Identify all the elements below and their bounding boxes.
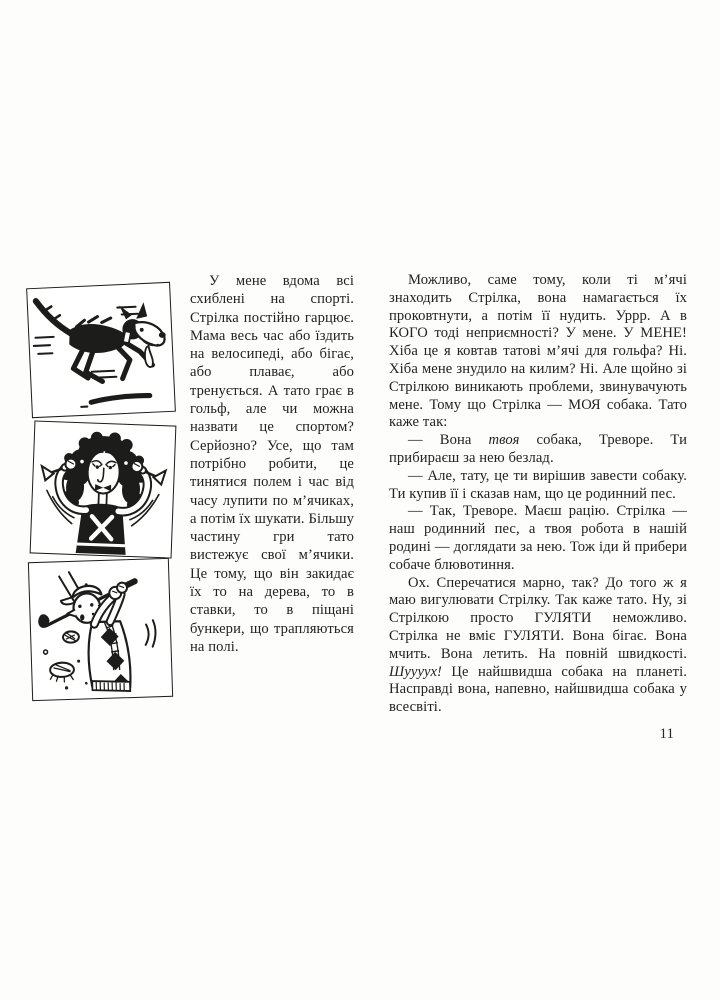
panel-mom-dumbbells [30, 420, 177, 558]
left-text-column [190, 272, 354, 656]
page-number: 11 [659, 726, 674, 742]
paragraph: — Так, Треворе. Маєш рацію. Стрілка — наш родинний пес, а твоя робота в нашій родині — доглядати за нею. Тож іди й прибери собаче блювотиння. [389, 503, 687, 573]
dad-golf-illustration [29, 559, 172, 700]
paragraph: — Вона твоя собака, Треворе. Ти прибираєш за нею безлад. [389, 432, 687, 466]
mom-dumbbells-illustration [31, 421, 176, 557]
paragraph: У мене вдома всі схиблені на спорті. Стрілка постійно гарцює. Мама весь час або їздить на велосипеді, або бігає, або плаває, або тренується. А тато грає в гольф, але чи можна назвати це спортом? Серйозно? Усе, що там потрібно робити, це тинятися полем і час від часу лупити по м’ячиках, а потім їх шукати. Більшу частину гри тато вистежує свої м’ячики. Це тому, що він закидає їх то на дерева, то в ставки, то в піщані бункери, що трапляються на полі. [190, 273, 354, 655]
panel-dad-golf [28, 558, 173, 701]
panel-running-dog [26, 282, 176, 418]
paragraph: Ох. Сперечатися марно, так? До того ж я маю вигулювати Стрілку. Так каже тато. Ну, зі Стрілкою просто ГУЛЯТИ неможливо. Стрілка не вміє ГУЛЯТИ. Вона бігає. Вона мчить. Вона летить. На повній швидкості. Шуууух! Це найшвидша собака на планеті. Насправді вона, напевно, найшвидша собака у всесвіті. [389, 574, 687, 716]
running-dog-illustration [27, 283, 175, 417]
paragraph: — Але, тату, це ти вирішив завести собаку. Ти купив її і сказав нам, що це родинний пес. [389, 467, 687, 502]
right-text-column [389, 272, 687, 717]
paragraph: Можливо, саме тому, коли ті м’ячі знаходить Стрілка, вона намагається їх проковтнути, а потім її нудить. Уррр. А в КОГО тоді неприємності? У мене. У МЕНЕ! Хіба це я ковтав татові м’ячі для гольфа? Ні. Хіба мене знудило на килим? Ні. Але щойно зі Стрілкою виникають проблеми, звинувачують мене. Тому що Стрілка — МОЯ собака. Тато каже так: [389, 272, 687, 431]
